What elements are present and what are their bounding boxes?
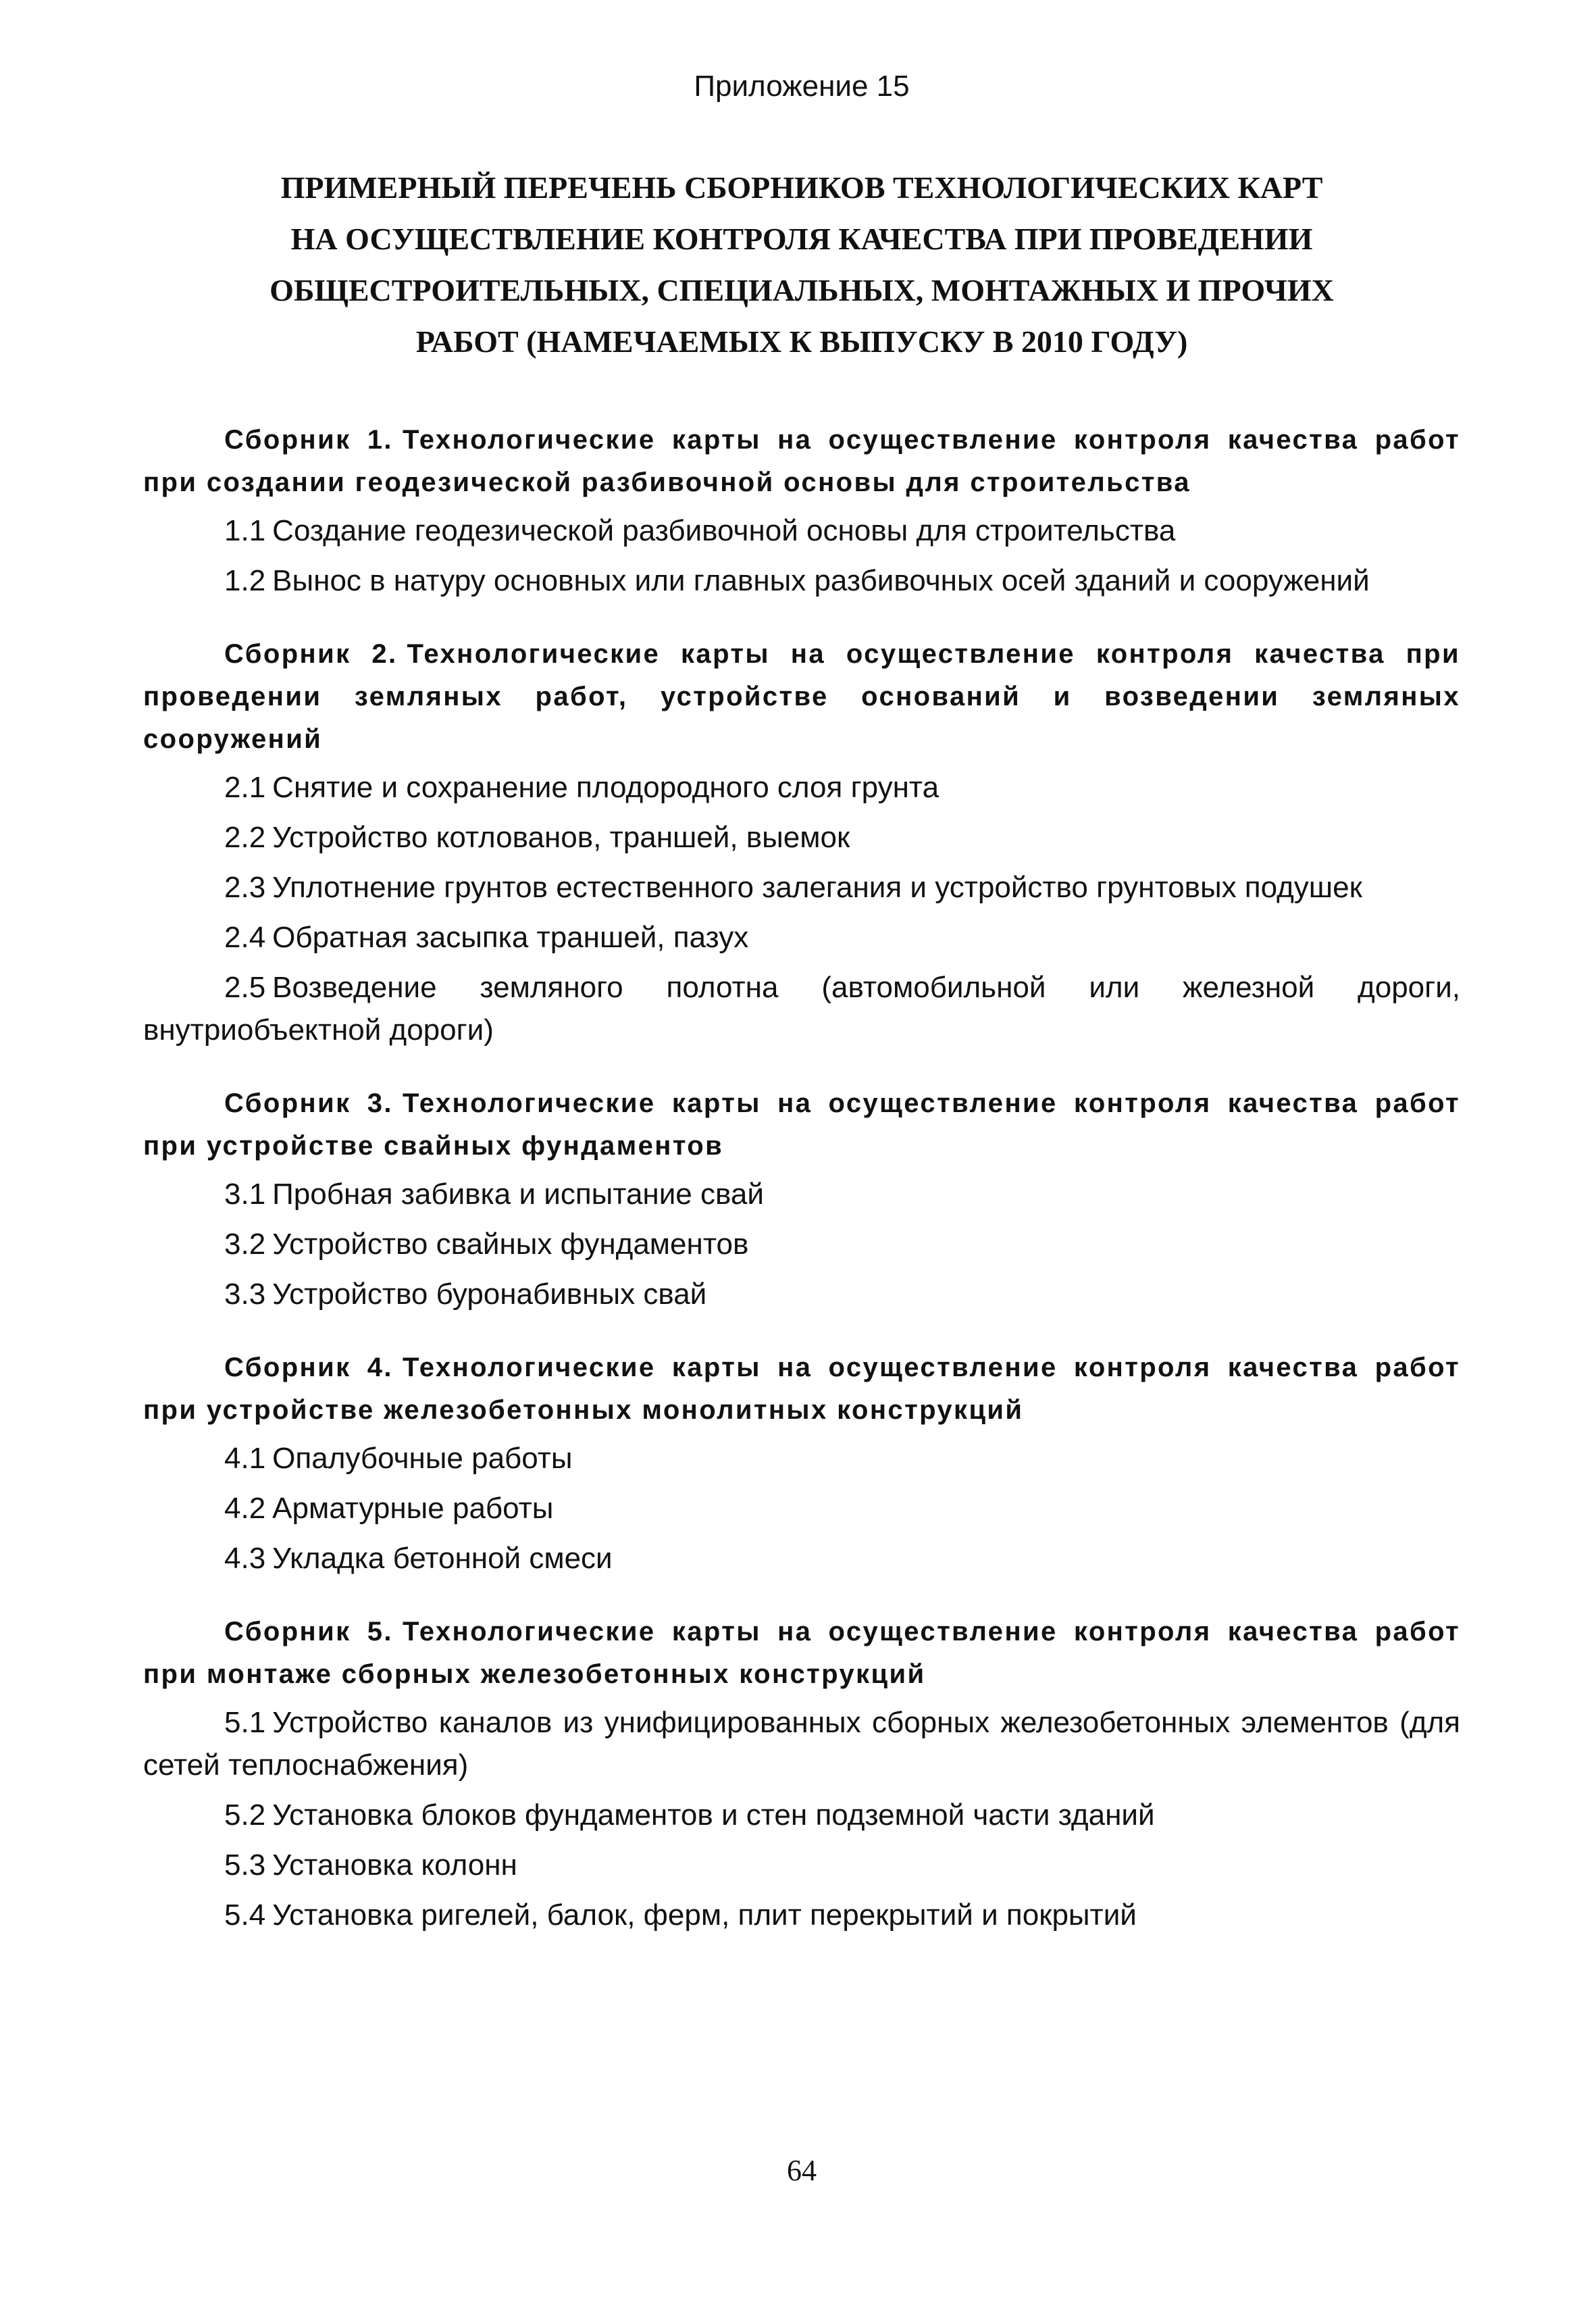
item-text: Возведение земляного полотна (автомобильной или железной дороги, внутриобъектной дороги) [143, 971, 1460, 1047]
list-item [143, 1173, 1460, 1215]
item-text: Пробная забивка и испытание свай [272, 1178, 764, 1211]
collection-heading [143, 633, 1460, 761]
item-text: Установка ригелей, балок, ферм, плит перекрытий и покрытий [272, 1898, 1137, 1932]
document-title [143, 162, 1460, 368]
list-item [143, 1273, 1460, 1315]
item-text: Устройство буронабивных свай [272, 1278, 707, 1311]
collection-label: Сборник 3. [224, 1088, 393, 1118]
item-number: 5.1 [224, 1706, 266, 1739]
item-text: Установка блоков фундаментов и стен подземной части зданий [272, 1799, 1155, 1832]
item-text: Вынос в натуру основных или главных разбивочных осей зданий и сооружений [272, 564, 1370, 597]
item-text: Создание геодезической разбивочной основы для строительства [272, 514, 1176, 547]
item-number: 5.4 [224, 1898, 266, 1932]
item-number: 2.5 [224, 971, 266, 1004]
list-item [143, 966, 1460, 1051]
collection-section [143, 1347, 1460, 1580]
document-page [143, 0, 1460, 2314]
collection-section [143, 1611, 1460, 1936]
list-item [143, 559, 1460, 602]
list-item [143, 1894, 1460, 1936]
collection-title: Технологические карты на осуществление контроля качества работ при монтаже сборных железобетонных конструкций [143, 1617, 1460, 1689]
item-number: 4.2 [224, 1492, 266, 1525]
item-text: Снятие и сохранение плодородного слоя грунта [272, 771, 939, 804]
item-number: 2.1 [224, 771, 266, 804]
item-number: 1.1 [224, 514, 266, 547]
item-number: 4.1 [224, 1442, 266, 1475]
item-number: 1.2 [224, 564, 266, 597]
collection-label: Сборник 1. [224, 425, 393, 455]
list-item [143, 1487, 1460, 1530]
item-number: 2.2 [224, 821, 266, 854]
title-line: РАБОТ (НАМЕЧАЕМЫХ К ВЫПУСКУ В 2010 ГОДУ) [415, 324, 1188, 359]
list-item [143, 866, 1460, 909]
collection-heading [143, 1082, 1460, 1167]
collection-label: Сборник 4. [224, 1353, 393, 1382]
item-number: 2.4 [224, 921, 266, 954]
title-line: ОБЩЕСТРОИТЕЛЬНЫХ, СПЕЦИАЛЬНЫХ, МОНТАЖНЫХ И ПРОЧИХ [269, 273, 1334, 307]
collection-label: Сборник 2. [224, 639, 398, 669]
item-number: 2.3 [224, 871, 266, 904]
item-text: Уплотнение грунтов естественного залегания и устройство грунтовых подушек [272, 871, 1362, 904]
item-text: Установка колонн [272, 1848, 517, 1882]
list-item [143, 1437, 1460, 1480]
collection-section [143, 419, 1460, 602]
item-text: Устройство котлованов, траншей, выемок [272, 821, 850, 854]
list-item [143, 766, 1460, 809]
item-number: 3.2 [224, 1228, 266, 1261]
item-text: Арматурные работы [272, 1492, 554, 1525]
item-number: 5.2 [224, 1799, 266, 1832]
item-number: 3.3 [224, 1278, 266, 1311]
collection-label: Сборник 5. [224, 1617, 393, 1646]
list-item [143, 1537, 1460, 1580]
collection-heading [143, 419, 1460, 504]
collection-heading [143, 1611, 1460, 1696]
title-line: НА ОСУЩЕСТВЛЕНИЕ КОНТРОЛЯ КАЧЕСТВА ПРИ ПРОВЕДЕНИИ [290, 222, 1313, 256]
collection-section [143, 633, 1460, 1051]
item-number: 5.3 [224, 1848, 266, 1882]
appendix-label: Приложение 15 [694, 70, 910, 103]
list-item [143, 1844, 1460, 1886]
list-item [143, 1701, 1460, 1786]
collection-title: Технологические карты на осуществление контроля качества работ при устройстве свайных фундаментов [143, 1088, 1460, 1161]
collection-section [143, 1082, 1460, 1315]
item-number: 4.3 [224, 1542, 266, 1575]
item-number: 3.1 [224, 1178, 266, 1211]
collection-title: Технологические карты на осуществление контроля качества работ при создании геодезической разбивочной основы для строительства [143, 425, 1460, 497]
list-item [143, 1794, 1460, 1836]
list-item [143, 816, 1460, 859]
list-item [143, 916, 1460, 959]
collection-title: Технологические карты на осуществление контроля качества при проведении земляных работ, устройстве оснований и возведении земляных сооружений [143, 639, 1460, 754]
page-number: 64 [787, 2154, 817, 2187]
item-text: Устройство каналов из унифицированных сборных железобетонных элементов (для сетей теплоснабжения) [143, 1706, 1460, 1782]
list-item [143, 509, 1460, 552]
list-item [143, 1223, 1460, 1265]
item-text: Укладка бетонной смеси [272, 1542, 613, 1575]
title-line: ПРИМЕРНЫЙ ПЕРЕЧЕНЬ СБОРНИКОВ ТЕХНОЛОГИЧЕСКИХ КАРТ [280, 170, 1323, 205]
item-text: Устройство свайных фундаментов [272, 1228, 749, 1261]
collection-heading [143, 1347, 1460, 1432]
collections-list [143, 419, 1460, 1967]
item-text: Обратная засыпка траншей, пазух [272, 921, 749, 954]
item-text: Опалубочные работы [272, 1442, 573, 1475]
collection-title: Технологические карты на осуществление контроля качества работ при устройстве железобетонных монолитных конструкций [143, 1353, 1460, 1425]
